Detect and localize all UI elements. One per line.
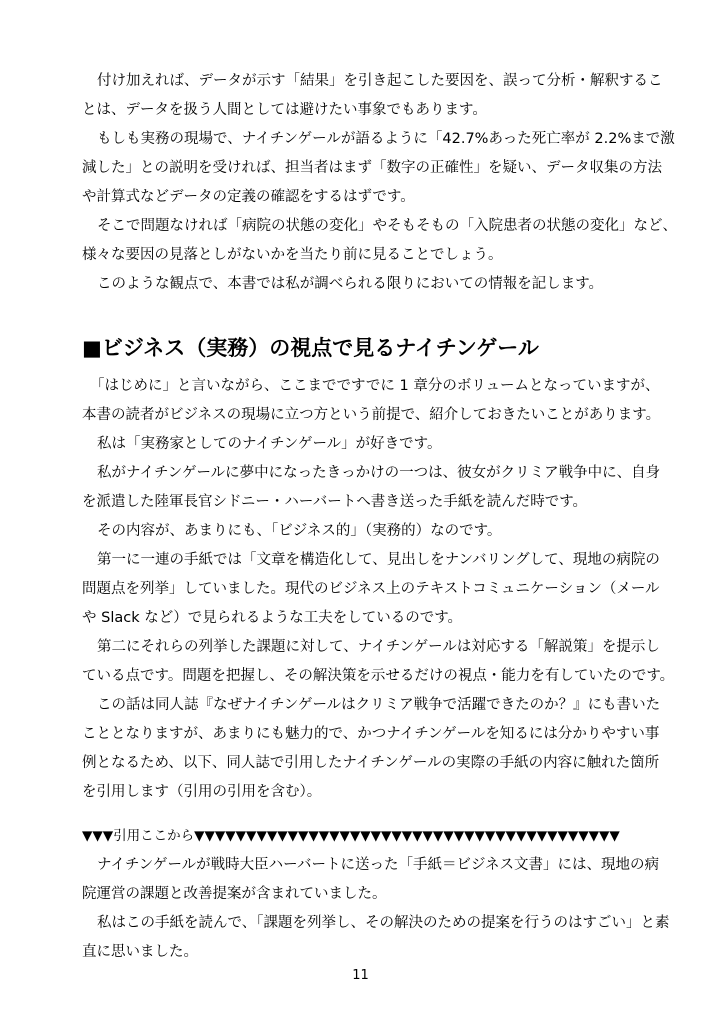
section-line-1: 「はじめに」と言いながら、ここまでですでに 1 章分のボリュームとなっていますが、: [90, 378, 660, 394]
section-line-10: 第二にそれらの列挙した課題に対して、ナイチンゲールは対応する「解説策」を提示し: [97, 639, 660, 655]
section-line-13: こととなりますが、あまりにも魅力的で、かつナイチンゲールを知るには分かりやすい事: [82, 726, 660, 742]
section-line-14: 例となるため、以下、同人誌で引用したナイチンゲールの実際の手紙の内容に触れた箇所: [82, 755, 660, 771]
intro-line-5: や計算式などデータの定義の確認をするはずです。: [82, 189, 415, 205]
intro-line-4: 減した」との説明を受ければ、担当者はまず「数字の正確性」を疑い、データ収集の方法: [82, 160, 662, 176]
section-line-12: この話は同人誌『なぜナイチンゲールはクリミア戦争で活躍できたのか？』にも書いた: [97, 697, 661, 713]
quote-line-2: 院運営の課題と改善提案が含まれていました。: [82, 886, 387, 902]
section-line-5: を派遣した陸軍長官シドニー・ハーバートへ書き送った手紙を読んだ時です。: [82, 494, 588, 510]
quote-line-1: ナイチンゲールが戦時大臣ハーバートに送った「手紙＝ビジネス文書」には、現地の病: [97, 857, 660, 873]
section-line-11: ている点です。問題を把握し、その解決策を示せるだけの視点・能力を有していたのです。: [82, 668, 675, 684]
intro-line-1: 付け加えれば、データが示す「結果」を引き起こした要因を、誤って分析・解釈するこ: [97, 73, 663, 89]
section-heading: ■ビジネス（実務）の視点で見るナイチンゲール: [82, 336, 539, 360]
intro-line-6: そこで問題なければ「病院の状態の変化」やそもそもの「入院患者の状態の変化」など、: [97, 218, 677, 234]
intro-line-7: 様々な要因の見落としがないかを当たり前に見ることでしょう。: [82, 247, 503, 263]
quote-divider: ▼▼▼引用ここから▼▼▼▼▼▼▼▼▼▼▼▼▼▼▼▼▼▼▼▼▼▼▼▼▼▼▼▼▼▼▼▼▼▼▼▼▼▼▼▼▼: [82, 828, 620, 844]
quote-line-3: 私はこの手紙を読んで、「課題を列挙し、その解決のための提案を行うのはすごい」と素: [97, 915, 670, 931]
page-number: 11: [352, 968, 369, 983]
section-line-2: 本書の読者がビジネスの現場に立つ方という前提で、紹介しておきたいことがあります。: [82, 407, 661, 423]
intro-line-8: このような観点で、本書では私が調べられる限りにおいての情報を記します。: [97, 276, 604, 292]
section-line-6: その内容が、あまりにも、「ビジネス的」（実務的）なのです。: [97, 523, 502, 539]
section-line-8: 問題点を列挙」していました。現代のビジネス上のテキストコミュニケーション（メール: [82, 581, 660, 597]
section-line-3: 私は「実務家としてのナイチンゲール」が好きです。: [97, 436, 442, 452]
section-line-7: 第一に一連の手紙では「文章を構造化して、見出しをナンバリングして、現地の病院の: [97, 552, 660, 568]
section-line-9: や Slack など）で見られるような工夫をしているのです。: [82, 610, 463, 626]
intro-line-2: とは、データを扱う人間としては避けたい事象でもあります。: [82, 102, 487, 118]
section-line-4: 私がナイチンゲールに夢中になったきっかけの一つは、彼女がクリミア戦争中に、自身: [97, 465, 661, 481]
quote-line-4: 直に思いました。: [82, 944, 198, 960]
section-line-15: を引用します（引用の引用を含む）。: [82, 784, 322, 800]
intro-line-3: もしも実務の現場で、ナイチンゲールが語るように「42.7%あった死亡率が 2.2%まで激: [97, 131, 675, 147]
